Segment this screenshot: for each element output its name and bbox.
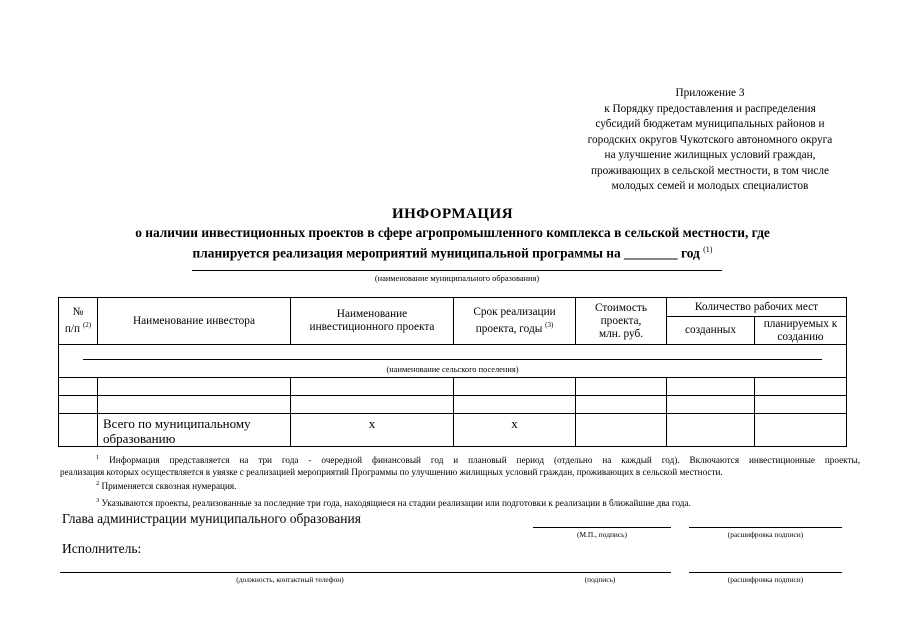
header-number-text: п/п — [64, 322, 81, 335]
executor-label: Исполнитель: — [62, 541, 142, 556]
appendix-line: Приложение 3 — [675, 87, 745, 99]
subtitle-line-2-text: планируется реализация мероприятий муниципальной программы на ________ год — [192, 245, 700, 261]
table-cell — [576, 414, 667, 447]
header-number-sign: № — [72, 306, 84, 319]
header-term-text: Срок реализации проекта, годы — [473, 306, 556, 335]
header-term — [454, 298, 576, 345]
total-row — [59, 414, 847, 447]
investment-projects-table — [58, 297, 847, 447]
header-cost: Стоимость проекта, млн. руб. — [576, 298, 667, 345]
table-cell — [291, 396, 454, 414]
stamp-signature-line — [533, 527, 671, 528]
total-label: Всего по муниципальному образованию — [98, 414, 291, 447]
table-cell — [576, 378, 667, 396]
stamp-signature-caption: (М.П., подпись) — [577, 530, 627, 539]
footnote-2-number: 2 — [96, 480, 100, 488]
table-cell — [667, 378, 755, 396]
header-jobs-planned: планируемых к созданию — [755, 317, 847, 345]
position-caption: (должность, контактный телефон) — [236, 575, 344, 584]
table-cell — [98, 378, 291, 396]
appendix-line: на улучшение жилищных условий граждан, — [604, 149, 816, 161]
appendix-line: молодых семей и молодых специалистов — [611, 180, 809, 192]
table-cell — [454, 378, 576, 396]
table-row — [59, 396, 847, 414]
table-cell — [98, 396, 291, 414]
footnote-3-text: Указываются проекты, реализованные за последние три года, находящиеся на стадии реализации или подготовки к реализации в ближайшие два года. — [101, 498, 691, 509]
document-title: ИНФОРМАЦИЯ — [391, 206, 514, 222]
footnotes — [60, 452, 860, 509]
appendix-line: проживающих в сельской местности, в том числе — [590, 164, 830, 177]
header-project: Наименование инвестиционного проекта — [291, 298, 454, 345]
header-number — [59, 298, 98, 345]
table-row — [59, 378, 847, 396]
subtitle-line-2 — [60, 241, 845, 261]
settlement-row — [59, 345, 847, 378]
head-of-administration-label: Глава администрации муниципального образования — [62, 511, 361, 526]
table-cell — [667, 396, 755, 414]
footnote-2-text: Применяется сквозная нумерация. — [101, 481, 237, 492]
table-cell — [291, 378, 454, 396]
footnote-1-number: 1 — [96, 454, 100, 461]
settlement-caption: (наименование сельского поселения) — [386, 365, 519, 374]
footnote-ref-1: (1) — [703, 245, 713, 254]
table-cell — [755, 414, 847, 447]
header-jobs: Количество рабочих мест — [667, 298, 847, 317]
table-cell — [667, 414, 755, 447]
footnote-3-number: 3 — [96, 497, 100, 505]
executor-line — [60, 572, 671, 573]
decode-caption: (расшифровка подписи) — [727, 530, 804, 539]
appendix-line: городских округов Чукотского автономного округа — [587, 133, 833, 146]
table-cell — [59, 396, 98, 414]
executor-decode-caption: (расшифровка подписи) — [727, 575, 804, 584]
decode-line — [689, 527, 842, 528]
appendix-header — [540, 86, 880, 195]
subtitle-line-1: о наличии инвестиционных проектов в сфере агропромышленного комплекса в сельской местности, где — [135, 225, 770, 240]
municipality-name-line — [192, 270, 722, 271]
table-cell — [755, 378, 847, 396]
footnote-1-text: Информация представляется на три года - очередной финансовый год и плановый период (отдельно на каждый год). Включаются инвестиционные проекты, — [109, 455, 860, 466]
table-cell — [755, 396, 847, 414]
footnote-ref-2: (2) — [82, 321, 92, 330]
table-cell — [454, 396, 576, 414]
total-project-cell: х — [291, 414, 454, 447]
footnote-ref-3: (3) — [545, 321, 554, 330]
footnote-2 — [60, 478, 860, 492]
table-cell — [576, 396, 667, 414]
sign-caption: (подпись) — [584, 575, 616, 584]
executor-decode-line — [689, 572, 842, 573]
table-cell — [59, 378, 98, 396]
municipality-caption: (наименование муниципального образования) — [374, 274, 540, 283]
footnote-1-cont: реализация которых осуществляется в увязке с реализацией мероприятий Программы по улучшению жилищных условий граждан, проживающих в сельской местности. — [60, 467, 723, 478]
document-subtitle — [60, 224, 845, 261]
footnote-1 — [60, 452, 860, 466]
total-term-cell: х — [454, 414, 576, 447]
header-number-sub — [59, 319, 97, 336]
settlement-name-line — [83, 359, 822, 360]
appendix-line: к Порядку предоставления и распределения — [604, 102, 816, 115]
appendix-line: субсидий бюджетам муниципальных районов и — [595, 118, 825, 130]
header-investor: Наименование инвестора — [98, 298, 291, 345]
footnote-3 — [60, 495, 860, 509]
table-cell — [59, 414, 98, 447]
header-jobs-created: созданных — [667, 317, 755, 345]
